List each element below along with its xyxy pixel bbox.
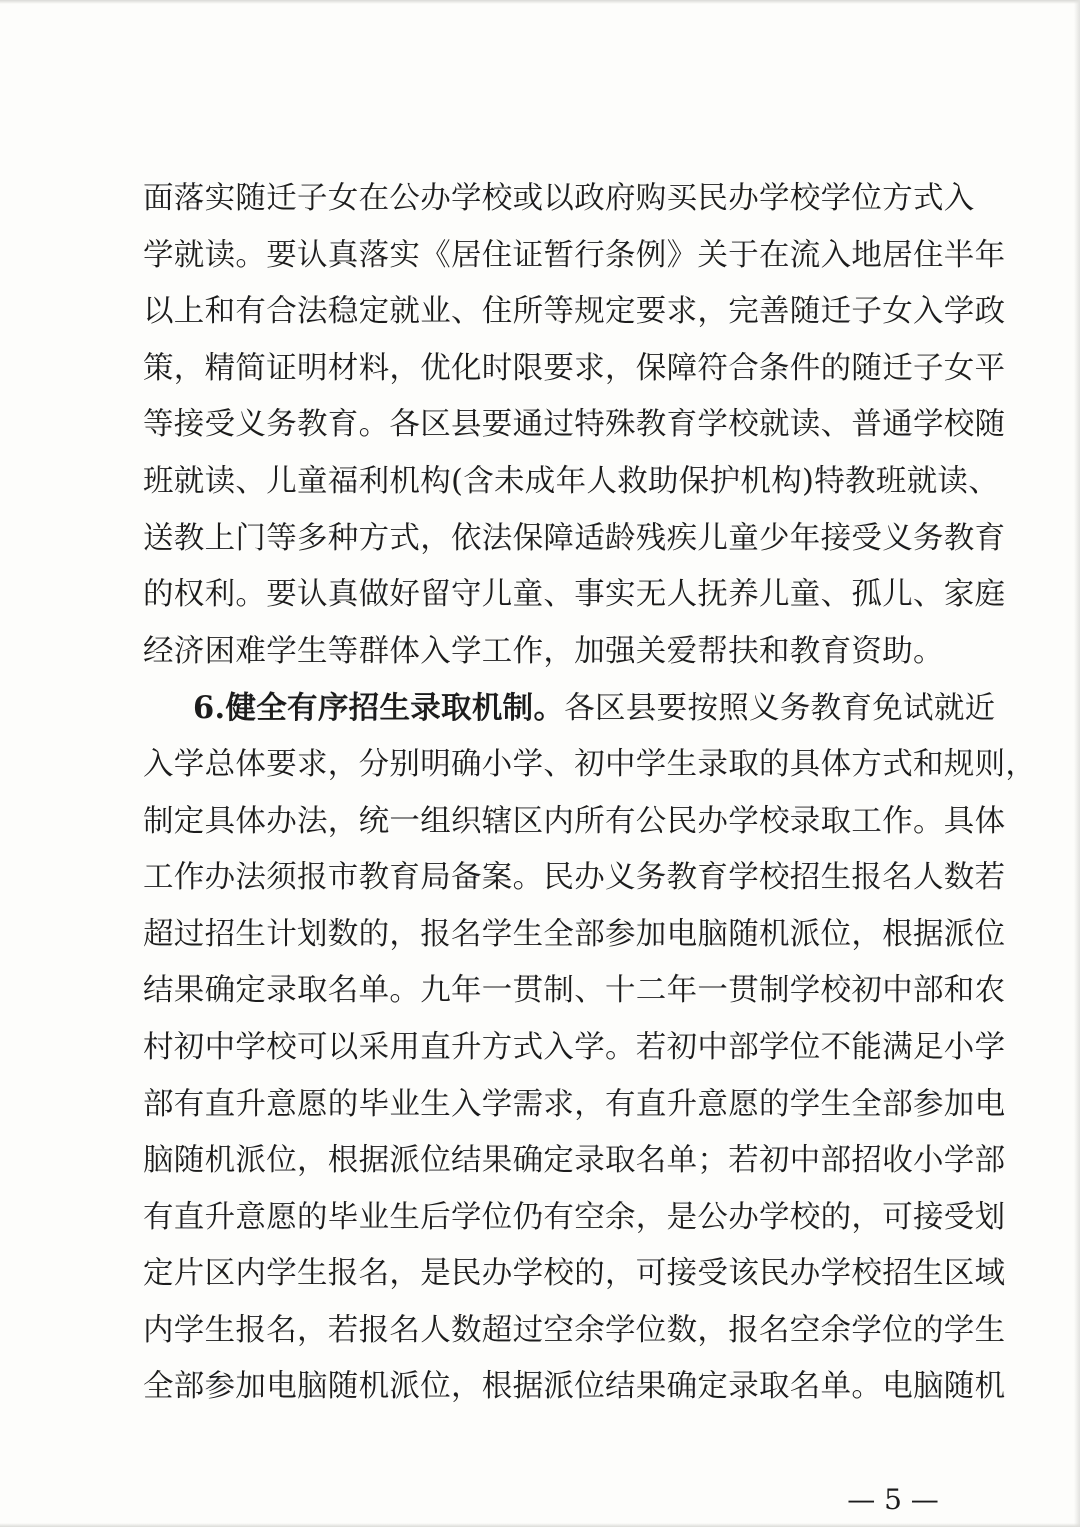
text-line: 内学生报名，若报名人数超过空余学位数，报名空余学位的学生 bbox=[143, 1312, 1006, 1348]
section-6-first-line-text: 各区县要按照义务教育免试就近 bbox=[564, 691, 996, 727]
text-line: 超过招生计划数的，报名学生全部参加电脑随机派位，根据派位 bbox=[143, 916, 1006, 952]
section-6-paragraph bbox=[143, 680, 1037, 1416]
scan-edge-right bbox=[1074, 0, 1080, 1527]
text-line: 学就读。要认真落实《居住证暂行条例》关于在流入地居住半年 bbox=[143, 237, 1006, 273]
text-line: 入学总体要求，分别明确小学、初中学生录取的具体方式和规则， bbox=[143, 746, 1037, 782]
text-line: 等接受义务教育。各区县要通过特殊教育学校就读、普通学校随 bbox=[143, 407, 1006, 443]
text-line: 部有直升意愿的毕业生入学需求，有直升意愿的学生全部参加电 bbox=[143, 1086, 1006, 1122]
text-line: 以上和有合法稳定就业、住所等规定要求，完善随迁子女入学政 bbox=[143, 294, 1006, 330]
text-line: 结果确定录取名单。九年一贯制、十二年一贯制学校初中部和农 bbox=[143, 973, 1006, 1009]
text-line: 策，精简证明材料，优化时限要求，保障符合条件的随迁子女平 bbox=[143, 350, 1006, 386]
section-6-heading: 6.健全有序招生录取机制。 bbox=[193, 690, 565, 727]
text-line: 村初中学校可以采用直升方式入学。若初中部学位不能满足小学 bbox=[143, 1029, 1006, 1065]
text-line: 定片区内学生报名，是民办学校的，可接受该民办学校招生区域 bbox=[143, 1256, 1006, 1292]
page-number: — 5 — bbox=[847, 1483, 939, 1516]
text-line: 送教上门等多种方式，依法保障适龄残疾儿童少年接受义务教育 bbox=[143, 520, 1006, 556]
section-6-first-line bbox=[143, 680, 996, 737]
text-line: 有直升意愿的毕业生后学位仍有空余，是公办学校的，可接受划 bbox=[143, 1199, 1006, 1235]
text-line: 制定具体办法，统一组织辖区内所有公民办学校录取工作。具体 bbox=[143, 803, 1006, 839]
scan-edge-top bbox=[0, 0, 1080, 4]
text-line: 班就读、儿童福利机构(含未成年人救助保护机构)特教班就读、 bbox=[143, 463, 999, 499]
text-line: 的权利。要认真做好留守儿童、事实无人抚养儿童、孤儿、家庭 bbox=[143, 577, 1006, 613]
body-text bbox=[143, 171, 1037, 1416]
text-line: 全部参加电脑随机派位，根据派位结果确定录取名单。电脑随机 bbox=[143, 1369, 1006, 1405]
text-line: 脑随机派位，根据派位结果确定录取名单；若初中部招收小学部 bbox=[143, 1143, 1006, 1179]
text-line: 面落实随迁子女在公办学校或以政府购买民办学校学位方式入 bbox=[143, 181, 975, 216]
text-line: 经济困难学生等群体入学工作，加强关爱帮扶和教育资助。 bbox=[143, 633, 944, 669]
scan-edge-bottom bbox=[0, 1523, 1080, 1527]
text-line: 工作办法须报市教育局备案。民办义务教育学校招生报名人数若 bbox=[143, 860, 1006, 896]
paragraph-continued bbox=[143, 171, 1006, 680]
